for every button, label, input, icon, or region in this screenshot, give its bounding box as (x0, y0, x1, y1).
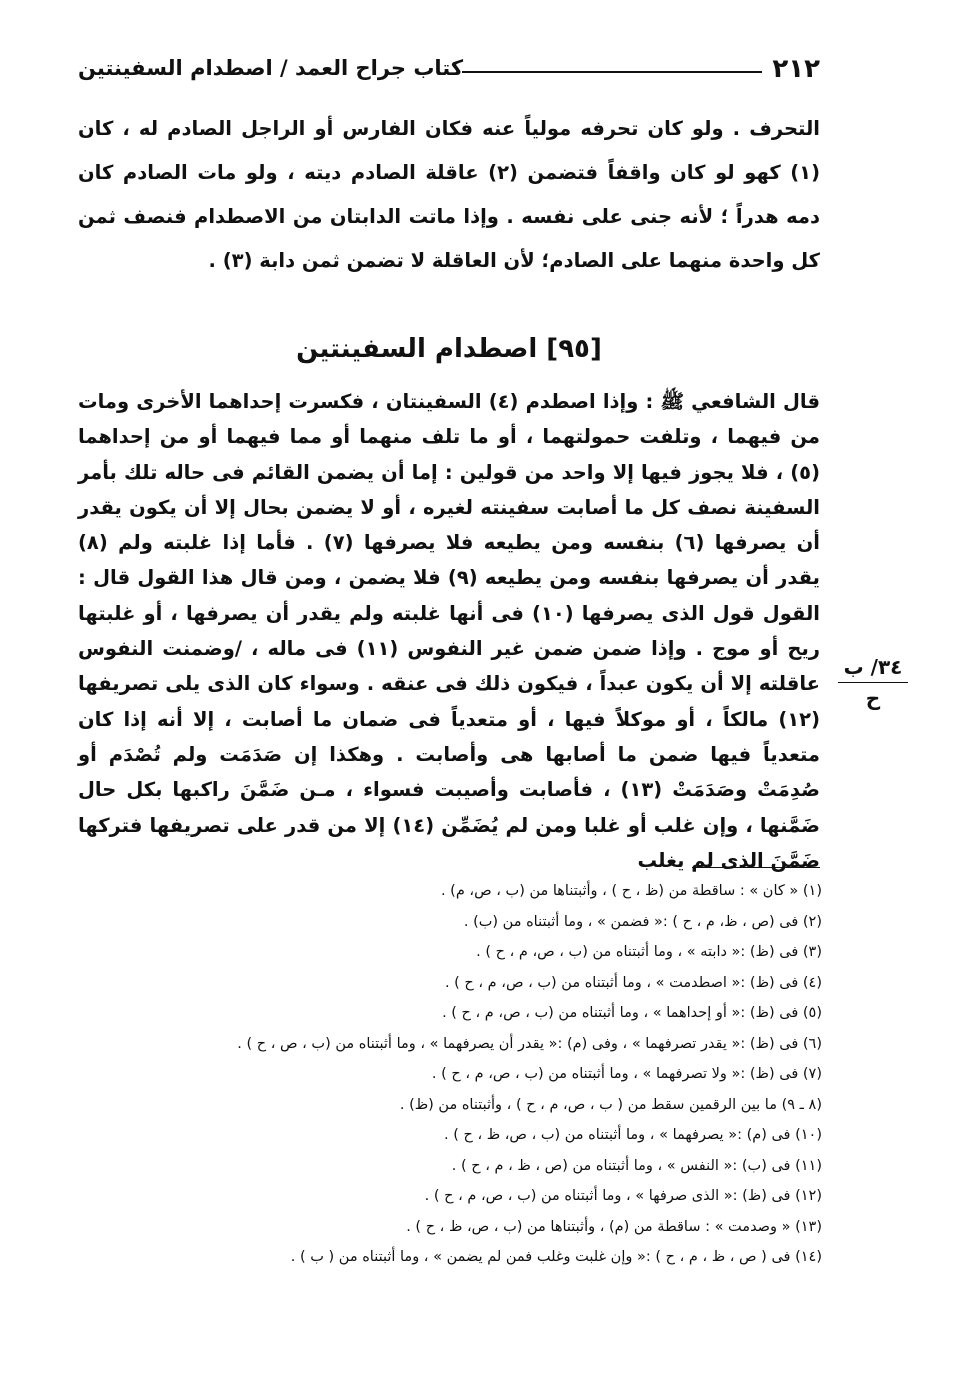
running-title: كتاب جراح العمد / اصطدام السفينتين (78, 56, 464, 80)
page-header (78, 52, 820, 92)
footnote: (١) « كان » : ساقطة من (ظ ، ح ) ، وأثبتناها من (ب ، ص، م) . (440, 883, 822, 899)
footnote: (٧) فى (ظ) :« ولا تصرفهما » ، وما أثبتناه من (ب ، ص، م ، ح ) . (431, 1066, 822, 1082)
footnote: (٢) فى (ص ، ظ، م ، ح ) :« فضمن » ، وما أثبتناه من (ب) . (463, 913, 822, 930)
footnote: (١٠) فى (م) :« يصرفهما » ، وما أثبتناه من (ب ، ص، ظ ، ح ) . (443, 1127, 822, 1143)
footnote: (٤) فى (ظ) :« اصطدمت » ، وما أثبتناه من (ب ، ص، م ، ح ) . (444, 974, 822, 991)
footnote: (٥) فى (ظ) :« أو إحداهما » ، وما أثبتناه من (ب ، ص، م ، ح ) . (442, 1005, 822, 1021)
footnote: (١٤) فى ( ص ، ظ ، م ، ح ) :« وإن غلبت وغلب فمن لم يضمن » ، وما أثبتناه من ( ب ) . (290, 1249, 822, 1265)
footnote: (٣) فى (ظ) :« دابته » ، وما أثبتناه من (ب ، ص، م ، ح ) . (476, 944, 822, 960)
footnote: (١٣) « وصدمت » : ساقطة من (م) ، وأثبتناها من (ب ، ص، ظ ، ح ) . (406, 1218, 822, 1235)
paragraph-text: التحرف . ولو كان تحرفه مولياً عنه فكان الفارس أو الراجل الصادم له ، كان (١) كهو لو كان واقفاً فتضمن (٢) عاقلة الصادم ديته ، ولو مات الصادم كان دمه هدراً ؛ لأنه جنى على نفسه . وإذا ماتت الدابتان من الاصطدام فنصف ثمن كل واحدة منهما على الصادم؛ لأن العاقلة لا تضمن ثمن دابة (٣) . (78, 117, 820, 272)
manuscript-siglum: ح (865, 686, 881, 710)
lead-in: قال الشافعي ﷺ (660, 390, 820, 413)
footnote: (٦) فى (ظ) :« يقدر تصرفهما » ، وفى (م) :« يقدر أن يصرفهما » ، وما أثبتناه من (ب ، ص ، ح ) . (237, 1035, 822, 1052)
header-rule (462, 71, 762, 73)
page-number: ٢١٢ (772, 54, 820, 84)
paragraph-text: : وإذا اصطدم (٤) السفينتان ، فكسرت إحداهما الأخرى ومات من فيهما ، وتلفت حمولتهما ، أو ما تلف منهما أو مما فيهما أو من إحداهما (٥) ، فلا يجوز فيها إلا واحد من قولين : إما أن يضمن القائم فى حاله تلك بأمر السفينة نصف كل ما أصابت سفينته لغيره ، أو لا يضمن بحال إلا أن يكون يقدر أن يصرفها (٦) بنفسه ومن يطيعه فلا يصرفها (٧) . فأما إذا غلبته ولم (٨) يقدر أن يصرفها بنفسه ومن يطيعه (٩) فلا يضمن ، ومن قال هذا القول قال : القول قول الذى يصرفها (١٠) فى أنها غلبته ولم يقدر أن يصرفها ، أو غلبتها ريح أو موج . وإذا ضمن ضمن غير النفوس (١١) فى ماله ، /وضمنت النفوس عاقلته إلا أن يكون عبداً ، فيكون ذلك فى عنقه . وسواء كان الذى يلى تصريفها (١٢) مالكاً ، أو موكلاً فيها ، أو متعدياً فى ضمان ما أصابت ، إلا أنه إذا كان متعدياً فيها ضمن ما أصابها هى وأصابت . وهكذا إن صَدَمَت ولم تُصْدَم أو صُدِمَتْ وصَدَمَتْ (١٣) ، فأصابت وأصيبت فسواء ، مـن ضَمَّنَ راكبها بكل حال ضَمَّنها ، وإن غلب أو غلبا ومن لم يُضَمِّن (١٤) إلا من قدر على تصريفها فتركها ضَمَّنَ الذى لم يغلب (78, 390, 820, 872)
footnote-rule (692, 867, 820, 868)
footnotes (110, 876, 822, 1273)
continuation-paragraph (78, 107, 820, 283)
manuscript-folio-note (838, 654, 908, 711)
folio-reference: ٣٤/ ب (838, 654, 908, 683)
footnote: (١١) فى (ب) :« النفس » ، وما أثبتناه من (ص ، ظ ، م ، ح ) . (451, 1157, 822, 1174)
footnote: (١٢) فى (ظ) :« الذى صرفها » ، وما أثبتناه من (ب ، ص، م ، ح ) . (424, 1188, 822, 1204)
section-paragraph (78, 384, 820, 878)
footnote: (٨ ـ ٩) ما بين الرقمين سقط من ( ب ، ص، م ، ح ) ، وأثبتناه من (ظ) . (399, 1096, 822, 1113)
section-heading: [٩٥] اصطدام السفينتين (296, 334, 602, 364)
